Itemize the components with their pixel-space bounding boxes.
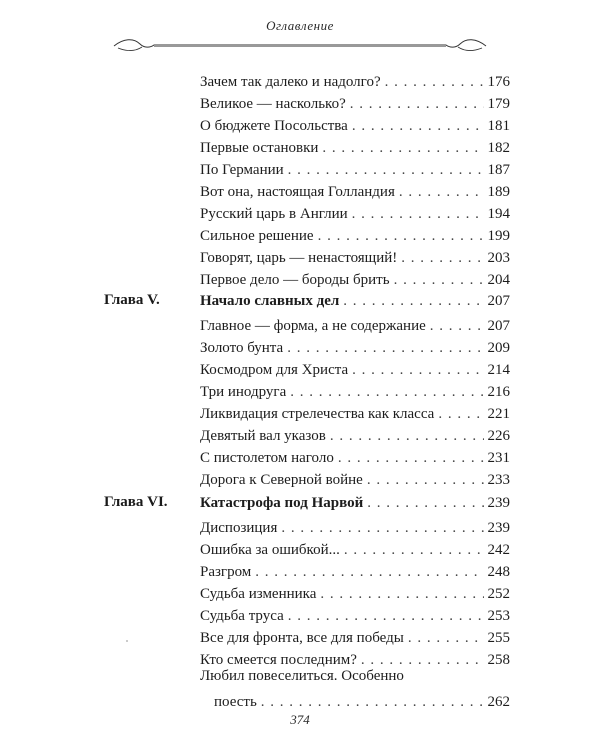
toc-entry-multiline-first [200,667,510,689]
toc-entry [200,581,510,603]
toc-entry-title: С пистолетом наголо [200,450,334,466]
toc-entry-title-continued: поесть [214,694,257,710]
toc-entry-title: Судьба изменника [200,586,317,602]
toc-leader-dots [288,607,484,625]
toc-entry-page: 221 [487,406,510,422]
toc-entry-title: Русский царь в Англии [200,206,348,222]
toc-leader-dots [255,563,483,581]
toc-leader-dots [288,161,484,179]
running-head-title: Оглавление [266,18,334,33]
toc-leader-dots [290,383,483,401]
toc-entry-title: Судьба труса [200,608,284,624]
chapter-5-title: Начало славных дел [200,293,340,309]
toc-leader-dots [318,227,484,245]
toc-leader-dots [330,427,484,445]
toc-entry-title: Все для фронта, все для победы [200,630,404,646]
toc-entry [200,157,510,179]
toc-entry-title: Три инодруга [200,384,287,400]
toc-entry-title: О бюджете Посольства [200,118,348,134]
toc-leader-dots [350,95,484,113]
toc-entry-page: 209 [487,340,510,356]
toc-entry-page: 187 [487,162,510,178]
toc-entry-page: 226 [487,428,510,444]
toc-entry-title: Диспозиция [200,520,278,536]
toc-entry-title: Разгром [200,564,252,580]
toc-entry-page: 214 [487,362,510,378]
toc-entry [200,603,510,625]
toc-entry [200,401,510,423]
toc-entry-title: Ликвидация стрелечества как класса [200,406,435,422]
toc-leader-dots [401,249,483,267]
toc-entry [200,379,510,401]
toc-entry [200,559,510,581]
toc-entry [200,467,510,489]
toc-entry [200,515,510,537]
toc-entry [200,335,510,357]
toc-entry-title: Кто смеется последним? [200,652,357,668]
toc-leader-dots [322,139,483,157]
toc-entry [200,179,510,201]
toc-leader-dots [408,629,484,647]
toc-entry-title: Ошибка за ошибкой... [200,542,340,558]
toc-entry-multiline-second [214,689,510,711]
toc-entry-page: 231 [487,450,510,466]
toc-entry [200,313,510,335]
toc-entry [200,423,510,445]
chapter-6-label: Глава VI. [104,494,168,510]
toc-entry [200,537,510,559]
toc-entry-page: 253 [487,608,510,624]
toc-entry-title: По Германии [200,162,284,178]
toc-entry [200,445,510,467]
toc-entry [200,647,510,669]
toc-entry-page: 258 [487,652,510,668]
toc-entry-title: Золото бунта [200,340,284,356]
toc-entry-page: 199 [487,228,510,244]
toc-entry [200,223,510,245]
print-speck [126,640,128,642]
toc-entry [200,625,510,647]
toc-entry-page: 233 [487,472,510,488]
toc-entry [200,267,510,289]
toc-entry-title: Дорога к Северной войне [200,472,363,488]
toc-leader-dots [430,317,484,335]
toc-entry-page: 262 [487,694,510,710]
toc-entry-page: 248 [487,564,510,580]
toc-entry [200,245,510,267]
toc-leader-dots [367,494,483,512]
chapter-6-page: 239 [487,495,510,511]
toc-entry [200,135,510,157]
toc-leader-dots [385,73,484,91]
toc-leader-dots [320,585,483,603]
toc-entry-page: 204 [487,272,510,288]
toc-entry-title: Девятый вал указов [200,428,326,444]
toc-entry-page: 179 [487,96,510,112]
chapter-5-heading [200,288,510,310]
toc-leader-dots [281,519,483,537]
chapter-5-page: 207 [487,293,510,309]
toc-entry-title: Главное — форма, а не содержание [200,318,426,334]
toc-entry-title: Космодром для Христа [200,362,349,378]
toc-entry-title: Великое — насколько? [200,96,346,112]
toc-entry [200,113,510,135]
toc-entry-page: 255 [487,630,510,646]
toc-entry-page: 242 [487,542,510,558]
folio-page-number: 374 [290,712,310,727]
toc-entry-page: 252 [487,586,510,602]
toc-entry-page: 176 [487,74,510,90]
toc-leader-dots [261,693,484,711]
chapter-5-label: Глава V. [104,292,160,308]
toc-leader-dots [438,405,483,423]
toc-leader-dots [338,449,484,467]
header-ornament-rule [110,36,490,56]
toc-entry [200,201,510,223]
toc-leader-dots [394,271,484,289]
toc-entry-title: Зачем так далеко и надолго? [200,74,381,90]
toc-entry-page: 239 [487,520,510,536]
toc-leader-dots [344,541,484,559]
toc-entry-title: Первые остановки [200,140,319,156]
toc-leader-dots [352,205,484,223]
toc-leader-dots [367,471,484,489]
chapter-6-title: Катастрофа под Нарвой [200,495,364,511]
toc-entry-title: Говорят, царь — ненастоящий! [200,250,398,266]
toc-entry-page: 194 [487,206,510,222]
toc-leader-dots [399,183,484,201]
toc-entry [200,357,510,379]
toc-entry-title: Любил повеселиться. Особенно [200,668,404,684]
toc-entry-page: 203 [487,250,510,266]
toc-entry-page: 189 [487,184,510,200]
toc-entry [200,69,510,91]
toc-leader-dots [352,117,484,135]
toc-leader-dots [352,361,483,379]
toc-entry-page: 181 [487,118,510,134]
chapter-6-heading [200,490,510,512]
toc-leader-dots [343,292,483,310]
toc-entry-title: Сильное решение [200,228,314,244]
toc-entry-page: 182 [487,140,510,156]
toc-entry-page: 207 [487,318,510,334]
toc-entry-title: Вот она, настоящая Голландия [200,184,395,200]
toc-leader-dots [287,339,483,357]
toc-entry-page: 216 [487,384,510,400]
toc-entry-title: Первое дело — бороды брить [200,272,390,288]
toc-entry [200,91,510,113]
